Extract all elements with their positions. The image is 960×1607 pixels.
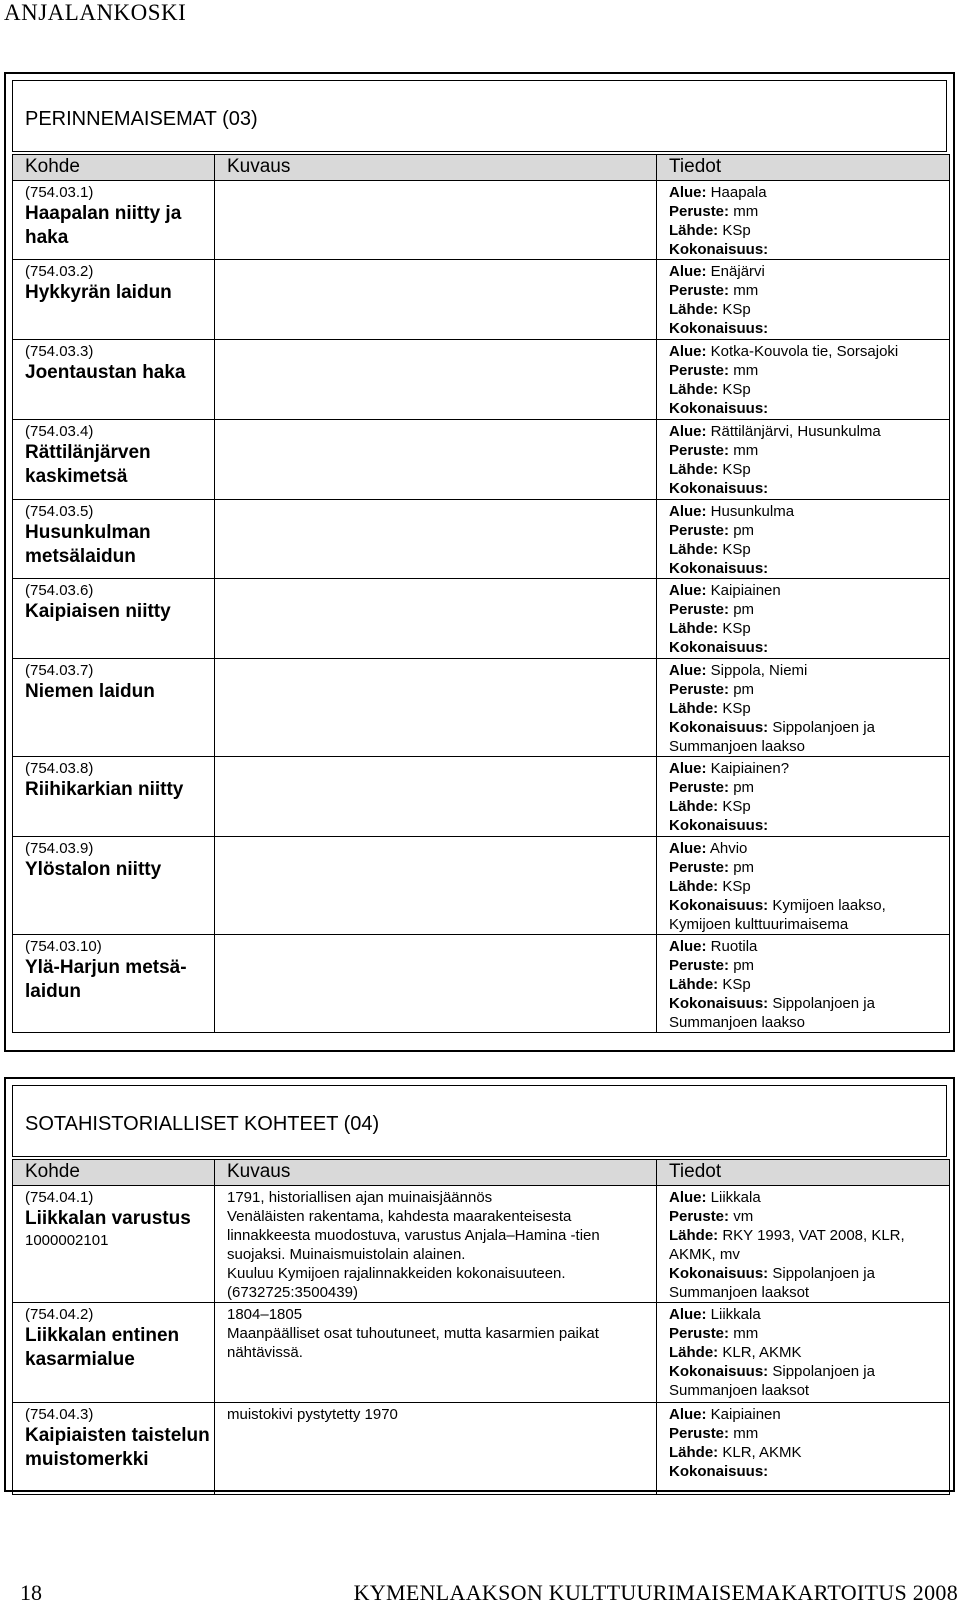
peruste-label: Peruste: [669, 522, 730, 539]
lahde-label: Lähde: [669, 798, 719, 815]
peruste [669, 858, 949, 877]
peruste-value: pm [733, 522, 755, 539]
kohde-cell [13, 935, 215, 1033]
kuvaus-line: nähtävissä. [227, 1344, 303, 1361]
lahde [669, 1443, 949, 1462]
column-header-kuvaus: Kuvaus [215, 155, 657, 181]
section-title-cell [12, 80, 947, 152]
tiedot-cell [657, 1186, 950, 1303]
kuvaus-line: Maanpäälliset osat tuhoutuneet, mutta kasarmien paikat [227, 1325, 599, 1342]
alue [669, 183, 949, 202]
lahde-value: KSp [722, 301, 751, 318]
kohde-code: (754.03.10) [25, 938, 102, 955]
kohde-code: (754.03.3) [25, 343, 94, 360]
kokonaisuus [669, 399, 949, 418]
lahde-value: KSp [722, 700, 751, 717]
alue-label: Alue: [669, 503, 707, 520]
kuvaus-cell [215, 935, 657, 1033]
alue-value: Liikkala [710, 1189, 761, 1206]
lahde-value: KLR, AKMK [722, 1444, 802, 1461]
kokonaisuus [669, 1462, 949, 1481]
table-header-row [13, 1160, 950, 1186]
lahde [669, 699, 949, 718]
alue-value: Sippola, Niemi [710, 662, 808, 679]
table-row [13, 500, 950, 579]
column-header-kohde: Kohde [13, 155, 215, 181]
lahde [669, 380, 949, 399]
peruste [669, 441, 949, 460]
lahde [669, 877, 949, 896]
kuvaus-line: (6732725:3500439) [227, 1284, 358, 1301]
perinnemaisemat-table [12, 154, 950, 1033]
page-number: 18 [20, 1580, 42, 1605]
peruste [669, 680, 949, 699]
kohde-code: (754.03.5) [25, 503, 94, 520]
kohde-cell [13, 1303, 215, 1403]
kohde-name: Kaipiaisen niitty [25, 601, 171, 622]
alue [669, 661, 949, 680]
peruste-label: Peruste: [669, 859, 730, 876]
peruste-label: Peruste: [669, 1325, 730, 1342]
lahde-label: Lähde: [669, 976, 719, 993]
peruste [669, 778, 949, 797]
lahde-label: Lähde: [669, 1344, 719, 1361]
column-header-kuvaus: Kuvaus [215, 1160, 657, 1186]
kuvaus-cell [215, 1186, 657, 1303]
kohde-cell [13, 1186, 215, 1303]
kokonaisuus [669, 1362, 949, 1400]
alue-label: Alue: [669, 1189, 707, 1206]
lahde-value: KSp [722, 381, 751, 398]
kuvaus-cell [215, 260, 657, 340]
kohde-cell [13, 757, 215, 837]
kuvaus-line: 1804–1805 [227, 1306, 303, 1323]
peruste [669, 202, 949, 221]
alue-label: Alue: [669, 840, 707, 857]
kohde-cell [13, 837, 215, 935]
kokonaisuus [669, 240, 949, 259]
alue-label: Alue: [669, 184, 707, 201]
kokonaisuus [669, 896, 949, 934]
kohde-cell [13, 420, 215, 500]
kuvaus-cell [215, 1403, 657, 1495]
section-title: SOTAHISTORIALLISET KOHTEET (04) [25, 1113, 380, 1135]
footer-title: KYMENLAAKSON KULTTUURIMAISEMAKARTOITUS 2008 [353, 1580, 958, 1605]
lahde-label: Lähde: [669, 541, 719, 558]
kohde-code: (754.04.3) [25, 1406, 94, 1423]
alue [669, 839, 949, 858]
peruste [669, 956, 949, 975]
kohde-name: Riihikarkian niitty [25, 779, 184, 800]
peruste-value: mm [733, 282, 759, 299]
alue-value: Haapala [710, 184, 767, 201]
kohde-cell [13, 181, 215, 260]
kokonaisuus-label: Kokonaisuus: [669, 639, 769, 656]
alue-label: Alue: [669, 343, 707, 360]
kokonaisuus [669, 994, 949, 1032]
column-header-kohde: Kohde [13, 1160, 215, 1186]
lahde [669, 797, 949, 816]
lahde-label: Lähde: [669, 222, 719, 239]
peruste-value: pm [733, 859, 755, 876]
kohde-name: Liikkalan varustus [25, 1208, 191, 1229]
kohde-code: (754.03.2) [25, 263, 94, 280]
kohde-name: Niemen laidun [25, 681, 155, 702]
lahde [669, 221, 949, 240]
lahde-label: Lähde: [669, 620, 719, 637]
peruste-label: Peruste: [669, 779, 730, 796]
table-row [13, 340, 950, 420]
peruste-label: Peruste: [669, 1425, 730, 1442]
kokonaisuus-value: Sippolanjoen ja Summanjoen laaksot [669, 1265, 875, 1301]
tiedot-cell [657, 757, 950, 837]
peruste [669, 521, 949, 540]
alue-value: Kaipiainen [710, 582, 781, 599]
peruste-value: mm [733, 203, 759, 220]
kokonaisuus-label: Kokonaisuus: [669, 1463, 769, 1480]
lahde-label: Lähde: [669, 700, 719, 717]
lahde-label: Lähde: [669, 381, 719, 398]
kuvaus-cell [215, 181, 657, 260]
peruste [669, 1424, 949, 1443]
alue-value: Rättilänjärvi, Husunkulma [710, 423, 881, 440]
peruste [669, 600, 949, 619]
kohde-code: (754.04.1) [25, 1189, 94, 1206]
kokonaisuus-label: Kokonaisuus: [669, 719, 769, 736]
kuvaus-cell [215, 500, 657, 579]
lahde-label: Lähde: [669, 1227, 719, 1244]
lahde-label: Lähde: [669, 461, 719, 478]
kokonaisuus [669, 1264, 949, 1302]
alue-value: Husunkulma [710, 503, 795, 520]
peruste-value: pm [733, 957, 755, 974]
lahde-label: Lähde: [669, 301, 719, 318]
table-row [13, 181, 950, 260]
table-row [13, 659, 950, 757]
lahde-value: KSp [722, 798, 751, 815]
peruste-label: Peruste: [669, 282, 730, 299]
kokonaisuus-label: Kokonaisuus: [669, 995, 769, 1012]
sotahistorialliset-table [12, 1159, 950, 1495]
alue-value: Ahvio [709, 840, 748, 857]
alue-label: Alue: [669, 938, 707, 955]
kohde-code: (754.03.6) [25, 582, 94, 599]
alue-label: Alue: [669, 760, 707, 777]
kokonaisuus-label: Kokonaisuus: [669, 1363, 769, 1380]
lahde-value: KSp [722, 976, 751, 993]
tiedot-cell [657, 837, 950, 935]
kohde-code: (754.03.4) [25, 423, 94, 440]
kuvaus-cell [215, 757, 657, 837]
kohde-name: Ylä-Harjun metsä-laidun [25, 957, 187, 1002]
alue-value: Kaipiainen [710, 1406, 781, 1423]
peruste-value: pm [733, 779, 755, 796]
kuvaus-cell [215, 420, 657, 500]
lahde-value: KSp [722, 541, 751, 558]
tiedot-cell [657, 181, 950, 260]
kohde-name: Joentaustan haka [25, 362, 186, 383]
kohde-code: (754.03.7) [25, 662, 94, 679]
kohde-cell [13, 1403, 215, 1495]
alue-value: Enäjärvi [710, 263, 765, 280]
kuvaus-line: suojaksi. Muinaismuistolain alainen. [227, 1246, 466, 1263]
tiedot-cell [657, 340, 950, 420]
alue-value: Kaipiainen? [710, 760, 790, 777]
tiedot-cell [657, 1303, 950, 1403]
kuvaus-cell [215, 1303, 657, 1403]
kokonaisuus-value: Sippolanjoen ja Summanjoen laaksot [669, 1363, 875, 1399]
kokonaisuus-value: Sippolanjoen ja Summanjoen laakso [669, 995, 875, 1031]
kohde-name: Hykkyrän laidun [25, 282, 172, 303]
kuvaus-line: 1791, historiallisen ajan muinaisjäännös [227, 1189, 493, 1206]
lahde-label: Lähde: [669, 878, 719, 895]
kokonaisuus-label: Kokonaisuus: [669, 241, 769, 258]
kokonaisuus [669, 816, 949, 835]
alue-label: Alue: [669, 662, 707, 679]
kokonaisuus [669, 718, 949, 756]
kuvaus-cell [215, 659, 657, 757]
kokonaisuus-label: Kokonaisuus: [669, 1265, 769, 1282]
alue [669, 937, 949, 956]
tiedot-cell [657, 935, 950, 1033]
peruste [669, 281, 949, 300]
alue [669, 1405, 949, 1424]
alue [669, 1305, 949, 1324]
column-header-tiedot: Tiedot [657, 155, 950, 181]
kohde-name: Haapalan niitty ja haka [25, 203, 182, 248]
kokonaisuus-label: Kokonaisuus: [669, 320, 769, 337]
peruste-value: mm [733, 1425, 759, 1442]
peruste-value: mm [733, 362, 759, 379]
kohde-subcode: 1000002101 [25, 1232, 109, 1249]
kuvaus-cell [215, 340, 657, 420]
table-row [13, 757, 950, 837]
peruste-label: Peruste: [669, 442, 730, 459]
table-row [13, 1303, 950, 1403]
lahde [669, 1343, 949, 1362]
kokonaisuus-label: Kokonaisuus: [669, 897, 769, 914]
kuvaus-cell [215, 579, 657, 659]
tiedot-cell [657, 420, 950, 500]
lahde-value: KSp [722, 878, 751, 895]
table-row [13, 837, 950, 935]
alue [669, 422, 949, 441]
kohde-code: (754.03.1) [25, 184, 94, 201]
kokonaisuus-label: Kokonaisuus: [669, 400, 769, 417]
section-perinnemaisemat [4, 72, 955, 1052]
table-row [13, 420, 950, 500]
kokonaisuus [669, 638, 949, 657]
lahde-value: RKY 1993, VAT 2008, KLR, AKMK, mv [669, 1227, 905, 1263]
table-row [13, 1403, 950, 1495]
peruste-label: Peruste: [669, 957, 730, 974]
alue-value: Kotka-Kouvola tie, Sorsajoki [710, 343, 899, 360]
page-header: ANJALANKOSKI [4, 0, 187, 25]
peruste-value: mm [733, 442, 759, 459]
kuvaus-line: Venäläisten rakentama, kahdesta maarakenteisesta [227, 1208, 572, 1225]
peruste [669, 1324, 949, 1343]
alue-label: Alue: [669, 582, 707, 599]
tiedot-cell [657, 500, 950, 579]
alue-label: Alue: [669, 423, 707, 440]
column-header-tiedot: Tiedot [657, 1160, 950, 1186]
kokonaisuus-value: Kymijoen laakso, Kymijoen kulttuurimaisema [669, 897, 886, 933]
lahde-value: KLR, AKMK [722, 1344, 802, 1361]
table-row [13, 579, 950, 659]
kohde-code: (754.03.8) [25, 760, 94, 777]
peruste-value: pm [733, 601, 755, 618]
peruste-label: Peruste: [669, 203, 730, 220]
tiedot-cell [657, 260, 950, 340]
kokonaisuus-label: Kokonaisuus: [669, 817, 769, 834]
kuvaus-line: linnakkeesta muodostuva, varustus Anjala–Hamina -tien [227, 1227, 600, 1244]
kohde-cell [13, 340, 215, 420]
lahde [669, 460, 949, 479]
section-sotahistorialliset [4, 1077, 955, 1492]
lahde-value: KSp [722, 222, 751, 239]
lahde-value: KSp [722, 620, 751, 637]
peruste-value: mm [733, 1325, 759, 1342]
kohde-name: Husunkulman metsälaidun [25, 522, 151, 567]
tiedot-cell [657, 579, 950, 659]
tiedot-cell [657, 1403, 950, 1495]
kuvaus-line: Kuuluu Kymijoen rajalinnakkeiden kokonaisuuteen. [227, 1265, 566, 1282]
kohde-cell [13, 260, 215, 340]
table-row [13, 935, 950, 1033]
kokonaisuus [669, 559, 949, 578]
kohde-name: Ylöstalon niitty [25, 859, 162, 880]
lahde [669, 540, 949, 559]
peruste-label: Peruste: [669, 601, 730, 618]
kohde-cell [13, 659, 215, 757]
peruste-value: vm [733, 1208, 754, 1225]
kokonaisuus [669, 479, 949, 498]
kokonaisuus [669, 319, 949, 338]
alue-label: Alue: [669, 1306, 707, 1323]
table-row [13, 1186, 950, 1303]
kohde-name: Liikkalan entinen kasarmialue [25, 1325, 180, 1370]
peruste [669, 1207, 949, 1226]
kohde-cell [13, 500, 215, 579]
page-footer [0, 1580, 960, 1607]
lahde [669, 300, 949, 319]
lahde [669, 975, 949, 994]
tiedot-cell [657, 659, 950, 757]
alue [669, 1188, 949, 1207]
alue-value: Liikkala [710, 1306, 761, 1323]
alue [669, 342, 949, 361]
peruste-label: Peruste: [669, 1208, 730, 1225]
kohde-code: (754.04.2) [25, 1306, 94, 1323]
lahde-label: Lähde: [669, 1444, 719, 1461]
kohde-cell [13, 579, 215, 659]
alue [669, 759, 949, 778]
kohde-name: Rättilänjärven kaskimetsä [25, 442, 151, 487]
alue-label: Alue: [669, 1406, 707, 1423]
alue [669, 581, 949, 600]
alue-label: Alue: [669, 263, 707, 280]
kokonaisuus-value: Sippolanjoen ja Summanjoen laakso [669, 719, 875, 755]
table-header-row [13, 155, 950, 181]
table-row [13, 260, 950, 340]
kokonaisuus-label: Kokonaisuus: [669, 560, 769, 577]
section-title: PERINNEMAISEMAT (03) [25, 108, 258, 130]
alue [669, 502, 949, 521]
peruste [669, 361, 949, 380]
peruste-label: Peruste: [669, 681, 730, 698]
lahde [669, 1226, 949, 1264]
lahde [669, 619, 949, 638]
lahde-value: KSp [722, 461, 751, 478]
kuvaus-cell [215, 837, 657, 935]
alue-value: Ruotila [710, 938, 758, 955]
alue [669, 262, 949, 281]
section-title-cell [12, 1085, 947, 1157]
peruste-label: Peruste: [669, 362, 730, 379]
peruste-value: pm [733, 681, 755, 698]
kohde-code: (754.03.9) [25, 840, 94, 857]
kokonaisuus-label: Kokonaisuus: [669, 480, 769, 497]
kohde-name: Kaipiaisten taistelun muistomerkki [25, 1425, 210, 1470]
kuvaus-line: muistokivi pystytetty 1970 [227, 1406, 398, 1423]
